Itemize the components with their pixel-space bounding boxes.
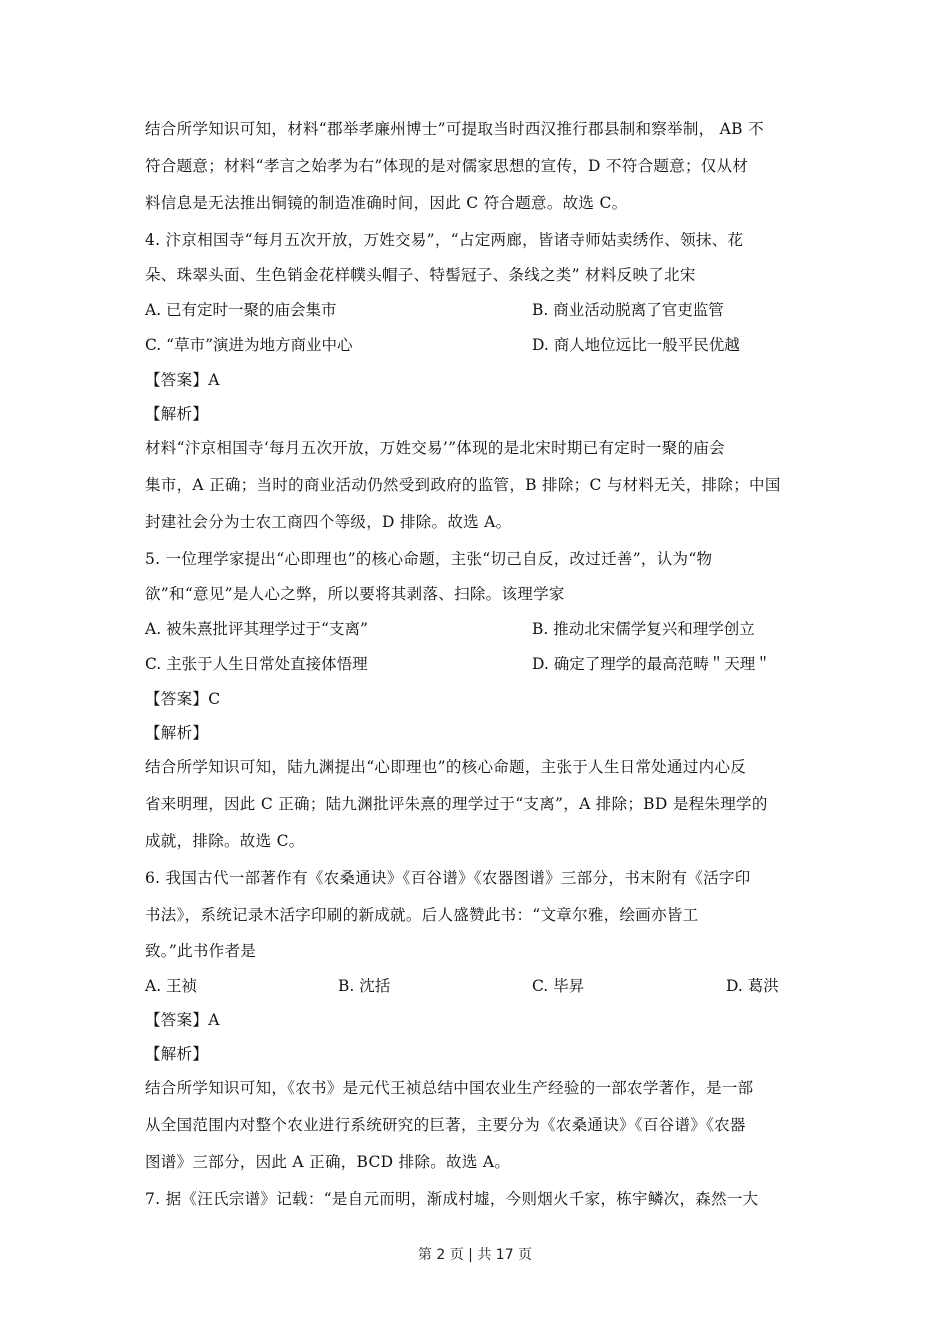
q6-option-a: A. 王祯	[145, 977, 198, 995]
q5-analysis-line-2: 省来明理，因此 C 正确；陆九渊批评朱熹的理学过于“支离”，A 排除；BD 是程朱理学的	[145, 795, 768, 813]
q6-answer: 【答案】A	[145, 1011, 220, 1029]
q4-option-d: D. 商人地位远比一般平民优越	[532, 336, 740, 354]
q5-option-a: A. 被朱熹批评其理学过于“支离”	[145, 620, 368, 638]
q6-option-c: C. 毕昇	[532, 977, 585, 995]
q6-stem-line-2: 书法》，系统记录木活字印刷的新成就。后人盛赞此书：“文章尔雅，绘画亦皆工	[145, 906, 699, 924]
q5-stem-line-1: 5. 一位理学家提出“心即理也”的核心命题，主张“切己自反，改过迁善”，认为“物	[145, 550, 713, 568]
q3-analysis-line-2: 符合题意；材料“孝言之始孝为右”体现的是对儒家思想的宣传，D 不符合题意；仅从材	[145, 157, 749, 175]
q3-analysis-line-1: 结合所学知识可知，材料“郡举孝廉州博士”可提取当时西汉推行郡县制和察举制， AB 不	[145, 120, 764, 138]
q7-stem-line-1: 7. 据《汪氏宗谱》记载：“是自元而明，渐成村墟，今则烟火千家，栋宇鳞次，森然一大	[145, 1190, 759, 1208]
q4-analysis-line-1: 材料“汴京相国寺‘每月五次开放，万姓交易’”体现的是北宋时期已有定时一聚的庙会	[145, 439, 725, 457]
q4-analysis-label: 【解析】	[145, 405, 209, 423]
q5-stem-line-2: 欲”和“意见”是人心之弊，所以要将其剥落、扫除。该理学家	[145, 585, 565, 603]
q4-stem-line-2: 朵、珠翠头面、生色销金花样幞头帽子、特髻冠子、条线之类” 材料反映了北宋	[145, 266, 696, 284]
q4-option-b: B. 商业活动脱离了官吏监管	[532, 301, 724, 319]
q5-option-b: B. 推动北宋儒学复兴和理学创立	[532, 620, 755, 638]
q5-answer: 【答案】C	[145, 690, 221, 708]
q4-answer: 【答案】A	[145, 371, 220, 389]
q6-option-b: B. 沈括	[338, 977, 391, 995]
q5-option-c: C. 主张于人生日常处直接体悟理	[145, 655, 368, 673]
q6-stem-line-3: 致。”此书作者是	[145, 942, 257, 960]
q5-analysis-label: 【解析】	[145, 724, 209, 742]
q6-stem-line-1: 6. 我国古代一部著作有《农桑通诀》《百谷谱》《农器图谱》三部分，书末附有《活字印	[145, 869, 751, 887]
q5-option-d: D. 确定了理学的最高范畴＂天理＂	[532, 655, 771, 673]
q6-analysis-line-2: 从全国范围内对整个农业进行系统研究的巨著，主要分为《农桑通诀》《百谷谱》《农器	[145, 1116, 746, 1134]
page-footer: 第 2 页 | 共 17 页	[417, 1247, 533, 1263]
q6-analysis-line-3: 图谱》三部分，因此 A 正确，BCD 排除。故选 A。	[145, 1153, 511, 1171]
q5-analysis-line-1: 结合所学知识可知，陆九渊提出“心即理也”的核心命题，主张于人生日常处通过内心反	[145, 758, 747, 776]
q6-analysis-label: 【解析】	[145, 1045, 209, 1063]
q4-analysis-line-2: 集市，A 正确；当时的商业活动仍然受到政府的监管，B 排除；C 与材料无关，排除；中国	[145, 476, 781, 494]
q4-analysis-line-3: 封建社会分为士农工商四个等级，D 排除。故选 A。	[145, 513, 512, 531]
q4-stem-line-1: 4. 汴京相国寺“每月五次开放，万姓交易”，“占定两廊，皆诸寺师姑卖绣作、领抹、花	[145, 231, 744, 249]
q5-analysis-line-3: 成就，排除。故选 C。	[145, 832, 305, 850]
q4-option-a: A. 已有定时一聚的庙会集市	[145, 301, 337, 319]
q3-analysis-line-3: 料信息是无法推出铜镜的制造准确时间，因此 C 符合题意。故选 C。	[145, 194, 628, 212]
q6-option-d: D. 葛洪	[726, 977, 779, 995]
q6-analysis-line-1: 结合所学知识可知，《农书》是元代王祯总结中国农业生产经验的一部农学著作，是一部	[145, 1079, 754, 1097]
q4-option-c: C. “草市”演进为地方商业中心	[145, 336, 353, 354]
